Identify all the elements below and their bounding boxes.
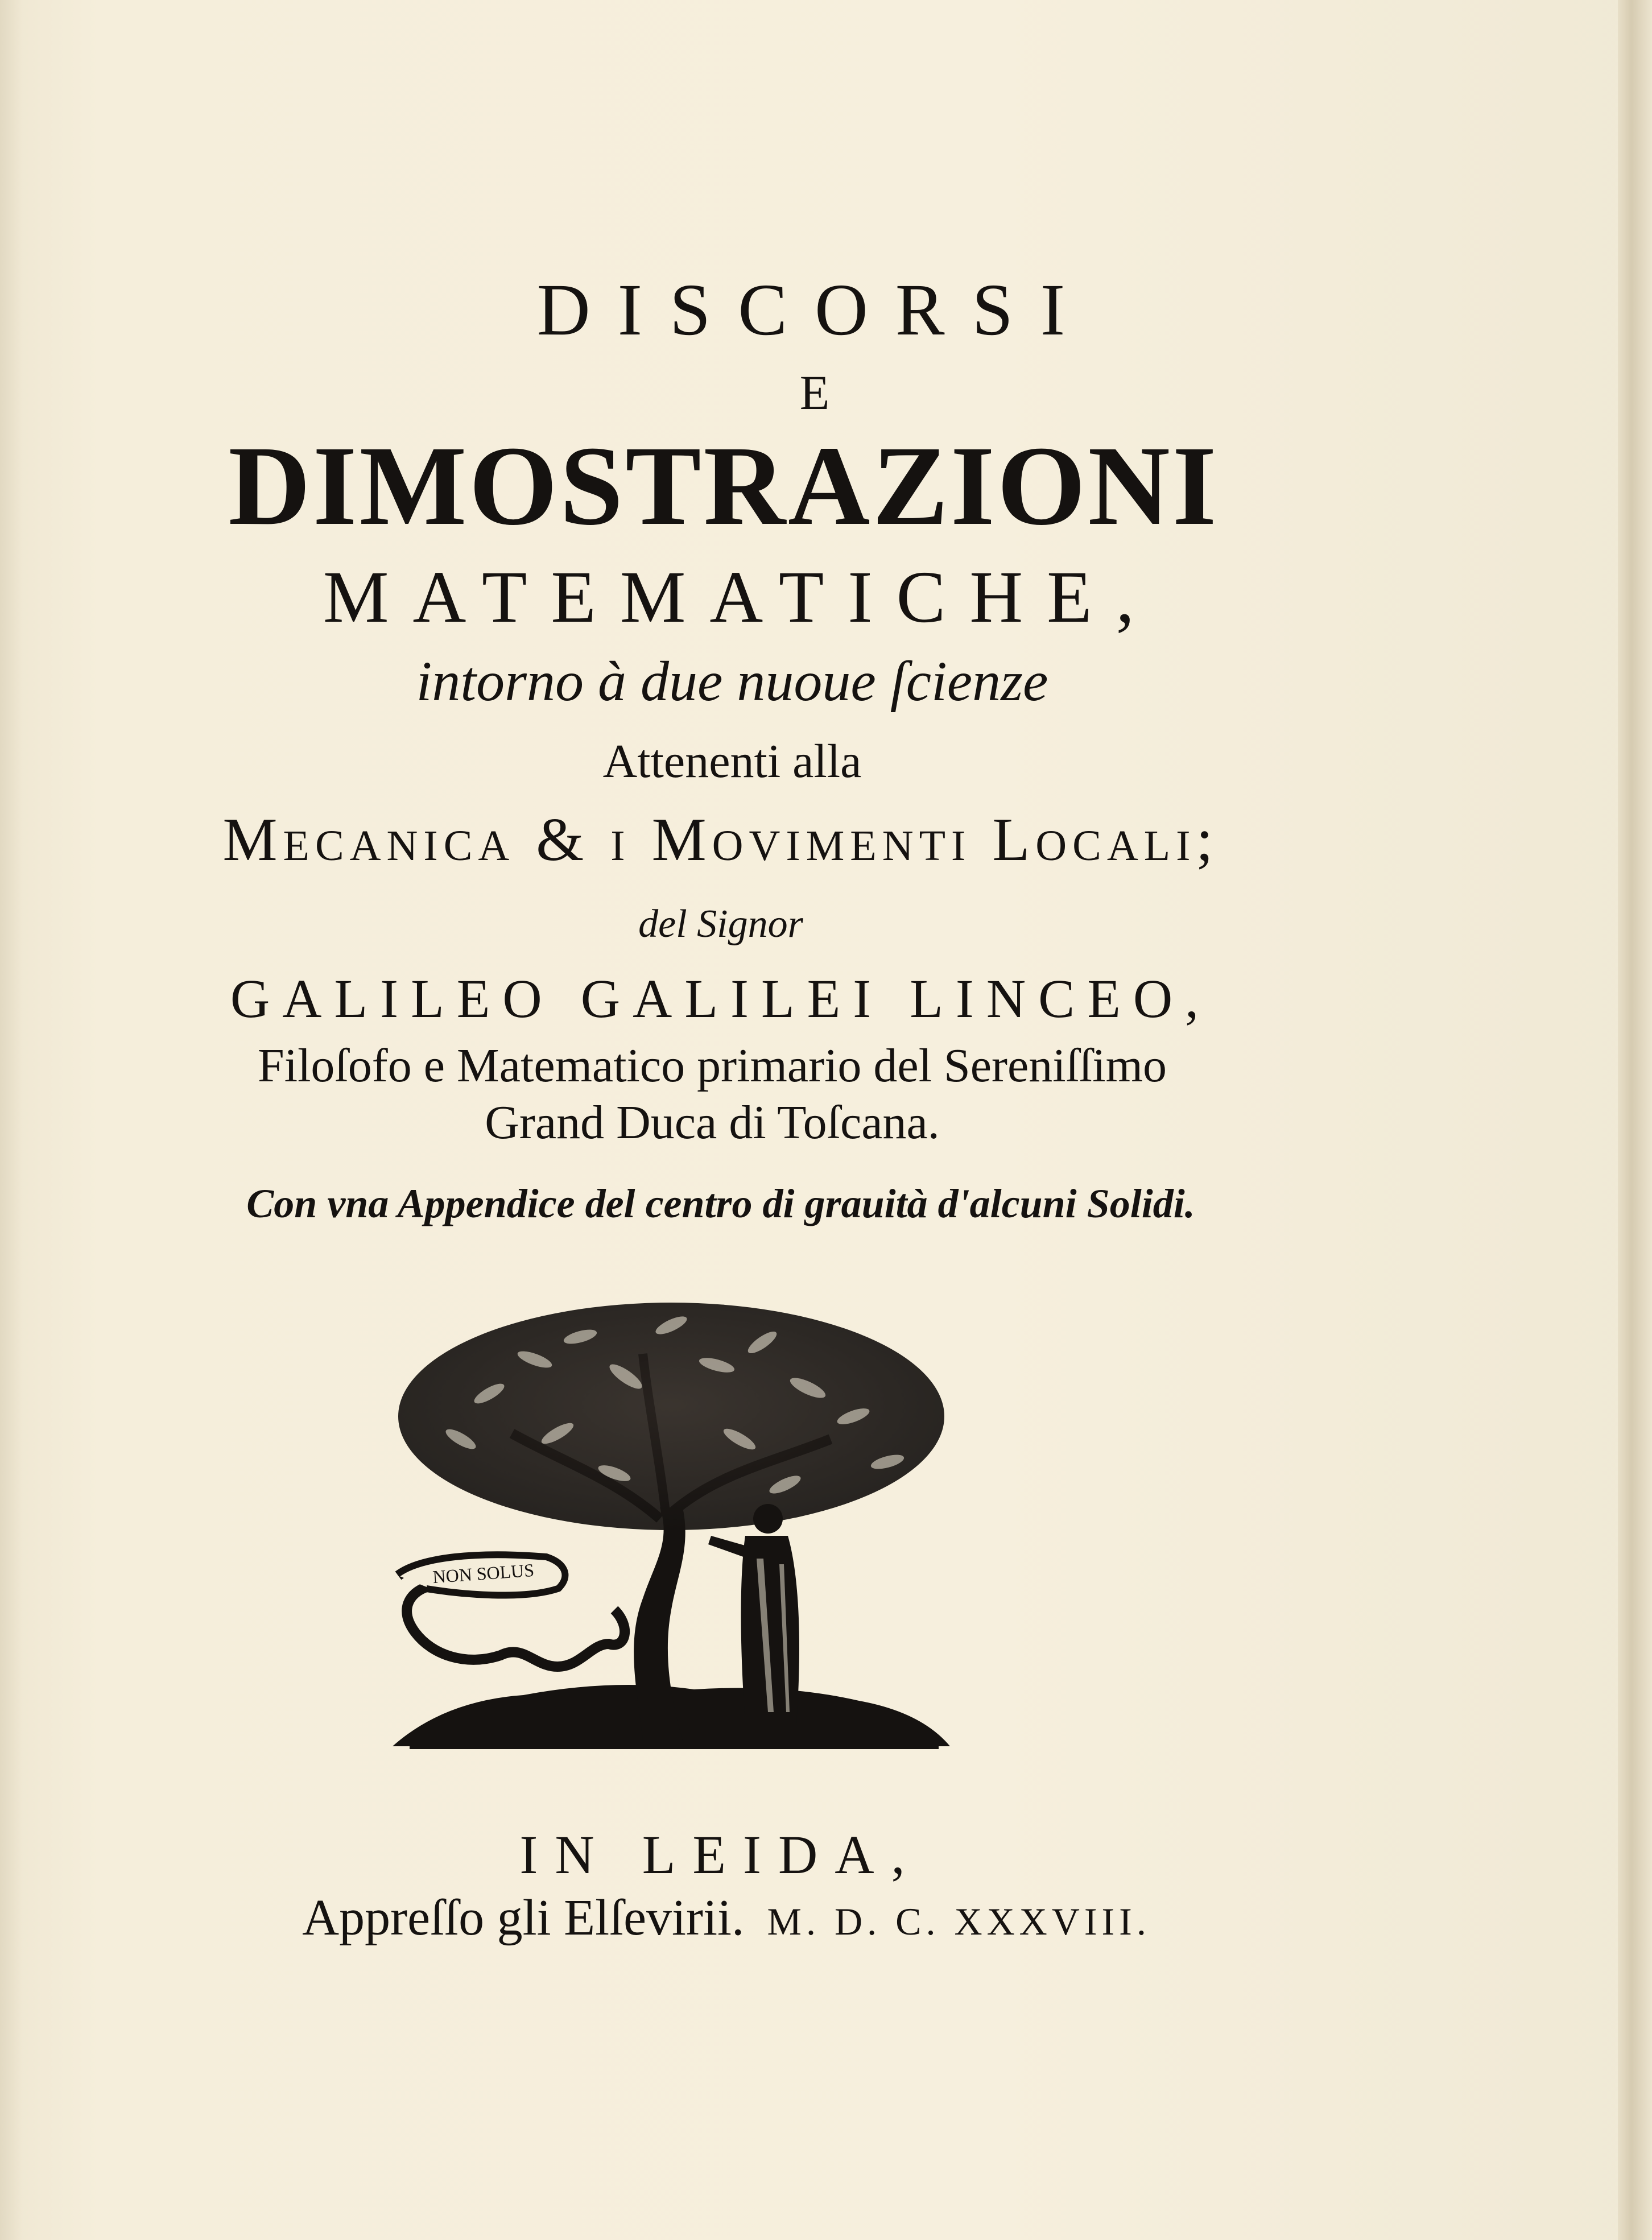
printer-device-tree-icon [375,1291,967,1780]
author-name: GALILEO GALILEI LINCEO, [230,968,1212,1029]
appendix-note: Con vna Appendice del centro di grauità d'alcuni Solidi. [246,1181,1195,1226]
title-matematiche: MATEMATICHE, [323,556,1159,638]
motto-banner [398,1556,625,1667]
imprint-line [0,1888,1652,1947]
title-conjunction: E [799,365,830,420]
imprint-date: M. D. C. XXXVIII. [767,1900,1151,1943]
emblem-motto: NON SOLUS [432,1559,535,1588]
title-discorsi: DISCORSI [536,269,1093,351]
subtitle-mecanica: Mecanica & i Movimenti Locali; [222,806,1219,874]
subtitle-intorno: intorno à due nuoue ſcienze [416,650,1048,713]
subtitle-attenenti: Attenenti alla [602,735,862,788]
author-title: Filoſofo e Matematico primario del Sereniſſimo [258,1039,1167,1092]
author-prefix: del Signor [638,902,803,946]
title-dimostrazioni: DIMOSTRAZIONI [228,423,1219,549]
author-patron: Grand Duca di Toſcana. [485,1096,940,1149]
imprint-city: IN LEIDA, [519,1824,922,1885]
imprint-publisher: Appreſſo gli Elſevirii. [302,1890,745,1946]
